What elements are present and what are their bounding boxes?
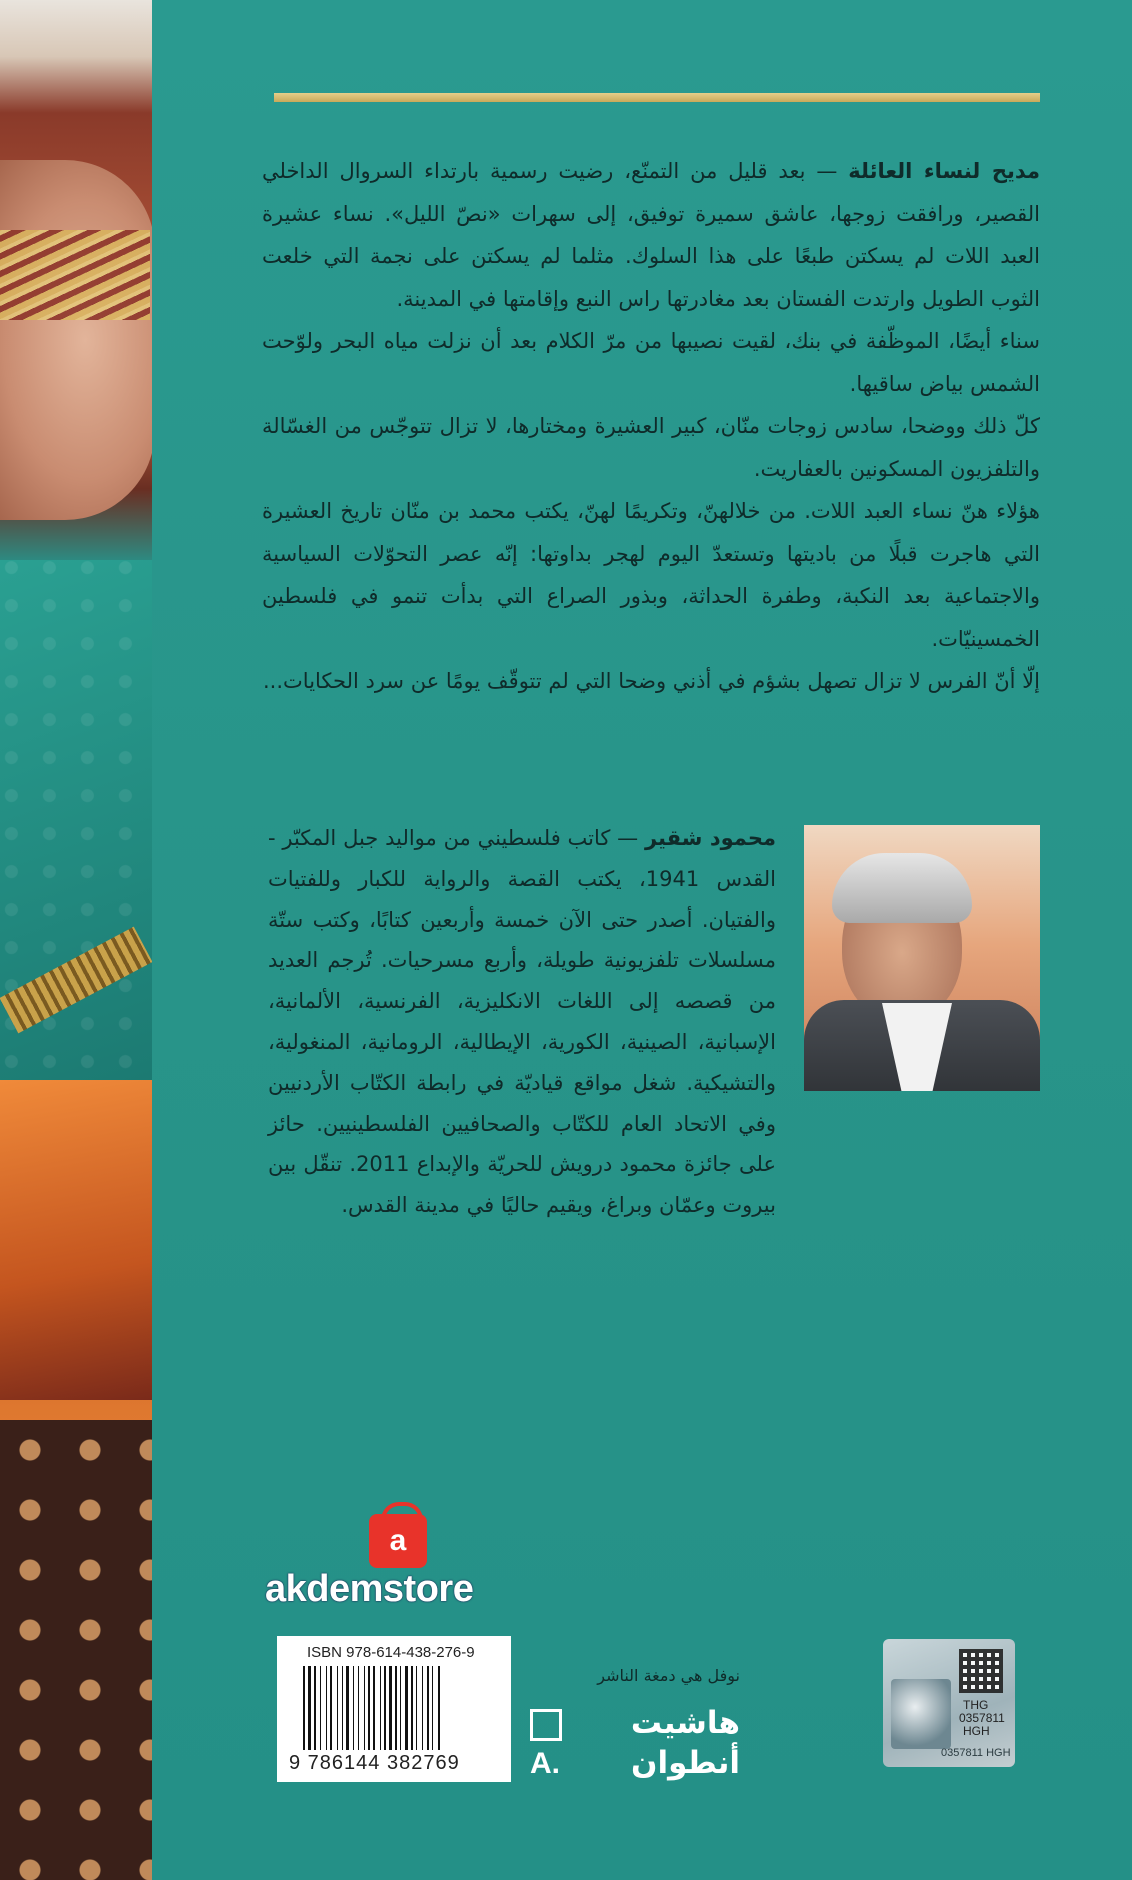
barcode-bar	[416, 1666, 417, 1750]
gold-divider	[274, 93, 1040, 102]
barcode-bar	[308, 1666, 311, 1750]
photo-orange-fabric	[0, 1080, 152, 1400]
sticker-code-2: 0357811	[959, 1711, 1005, 1725]
blurb-paragraph-5: إلّا أنّ الفرس لا تزال تصهل بشؤم في أذني وضحا التي لم تتوقّف يومًا عن سرد الحكايات...	[263, 669, 1040, 693]
barcode-bar	[373, 1666, 375, 1750]
author-bio-text: كاتب فلسطيني من مواليد جبل المكبّر - القدس 1941، يكتب القصة والرواية للكبار وللفتيات والفتيان. أصدر حتى الآن خمسة وأربعين كتابًا، وكتب ستّة مسلسلات تلفزيونية طويلة، وأربع مسرحيات. تُرجم العديد من قصصه إلى اللغات الانكليزية، الفرنسية، الألمانية، الإسبانية، الصينية، الكورية، الإيطالية، الرومانية، المنغولية، والتشيكية. شغل مواقع قياديّة في رابطة الكتّاب الأردنيين وفي الاتحاد العام للكتّاب والصحافيين الفلسطينيين. حائز على جائزة محمود درويش للحريّة والإبداع 2011. تنقّل بين بيروت وعمّان وبراغ، ويقيم حاليًا في مدينة القدس.	[268, 826, 777, 1218]
book-blurb	[262, 150, 1040, 703]
publisher-name-line1: هاشيت	[630, 1705, 740, 1741]
barcode-bar	[326, 1666, 327, 1750]
barcode-bar	[346, 1666, 349, 1750]
blurb-paragraph-4: هؤلاء هنّ نساء العبد اللات. من خلالهنّ، وتكريمًا لهنّ، يكتب محمد بن منّان تاريخ العشيرة التي هاجرت قبلًا من باديتها وتستعدّ اليوم لهجر بداوتها: إنّه عصر التحوّلات السياسية والاجتماعية بعد النكبة، وطفرة الحداثة، وبذور الصراع التي بدأت تنمو في فلسطين الخمسينيّات.	[262, 499, 1040, 651]
barcode-bar	[364, 1666, 365, 1750]
barcode-bar	[405, 1666, 408, 1750]
store-logo	[265, 1514, 533, 1614]
isbn-barcode	[277, 1636, 511, 1782]
author-name: محمود شقير	[644, 826, 776, 850]
author-photo	[804, 825, 1040, 1091]
publisher-letter: A.	[530, 1747, 560, 1780]
barcode-bar	[427, 1666, 429, 1750]
blurb-paragraph-1: مديح لنساء العائلة — بعد قليل من التمنّع، رضيت رسمية بارتداء السروال الداخلي القصير، ورافقت زوجها، عاشق سميرة توفيق، إلى سهرات «نصّ الليل». نساء عشيرة العبد اللات لم يسكتن طبعًا على هذا السلوك. مثلما لم يسكتن على نجمة التي خلعت الثوب الطويل وارتدت الفستان بعد مغادرتها راس النبع وإقامتها في المدينة.	[262, 159, 1040, 311]
blurb-text-1: بعد قليل من التمنّع، رضيت رسمية بارتداء السروال الداخلي القصير، ورافقت زوجها، عاشق سميرة توفيق، إلى سهرات «نصّ الليل». نساء عشيرة العبد اللات لم يسكتن طبعًا على هذا السلوك. مثلما لم يسكتن على نجمة التي خلعت الثوب الطويل وارتدت الفستان بعد مغادرتها راس النبع وإقامتها في المدينة.	[262, 159, 1040, 311]
barcode-bar	[400, 1666, 401, 1750]
cover-photo-strip	[0, 0, 152, 1880]
publisher-name-line2: أنطوان	[631, 1745, 740, 1781]
publisher-logo	[530, 1705, 740, 1785]
barcode-bar	[380, 1666, 381, 1750]
author-bio: محمود شقير — كاتب فلسطيني من مواليد جبل المكبّر - القدس 1941، يكتب القصة والرواية للكبار وللفتيات والفتيان. أصدر حتى الآن خمسة وأربعين كتابًا، وكتب ستّة مسلسلات تلفزيونية طويلة، وأربع مسرحيات. تُرجم العديد من قصصه إلى اللغات الانكليزية، الفرنسية، الألمانية، الإسبانية، الصينية، الكورية، الإيطالية، الرومانية، المنغولية، والتشيكية. شغل مواقع قياديّة في رابطة الكتّاب الأردنيين وفي الاتحاد العام للكتّاب والصحافيين الفلسطينيين. حائز على جائزة محمود درويش للحريّة والإبداع 2011. تنقّل بين بيروت وعمّان وبراغ، ويقيم حاليًا في مدينة القدس.	[268, 826, 777, 1218]
barcode-bar	[384, 1666, 386, 1750]
blurb-paragraph-3: كلّ ذلك ووضحا، سادس زوجات منّان، كبير العشيرة ومختارها، لا تزال تتوجّس من الغسّالة والتلفزيون المسكونين بالعفاريت.	[262, 414, 1040, 481]
barcode-bar	[353, 1666, 354, 1750]
hologram-icon	[891, 1679, 951, 1749]
barcode-bar	[411, 1666, 413, 1750]
barcode-bar	[438, 1666, 440, 1750]
store-name: akdemstore	[265, 1568, 474, 1610]
isbn-label: ISBN 978-614-438-276-9	[307, 1644, 475, 1661]
barcode-bar	[337, 1666, 338, 1750]
publisher-square-icon	[530, 1709, 562, 1741]
publisher-tagline: نوفل هي دمغة الناشر	[597, 1666, 740, 1685]
barcode-bar	[314, 1666, 316, 1750]
author-hair	[832, 853, 972, 923]
sticker-code-1: THG	[963, 1698, 989, 1712]
barcode-bar	[342, 1666, 343, 1750]
barcode-number: 9 786144 382769	[289, 1752, 460, 1774]
photo-bangles	[0, 230, 150, 320]
barcode-bar	[330, 1666, 332, 1750]
barcode-bar	[358, 1666, 359, 1750]
photo-embroidery	[0, 1420, 152, 1880]
barcode-bar	[389, 1666, 392, 1750]
security-sticker	[883, 1639, 1015, 1767]
blurb-paragraph-2: سناء أيضًا، الموظّفة في بنك، لقيت نصيبها من مرّ الكلام بعد أن نزلت مياه البحر ولوّحت الشمس بياض ساقيها.	[262, 329, 1040, 396]
barcode-bar	[368, 1666, 370, 1750]
barcode-bar	[395, 1666, 397, 1750]
qr-code-icon	[959, 1649, 1003, 1693]
shopping-bag-icon: a	[369, 1514, 427, 1568]
photo-arm	[0, 160, 152, 520]
barcode-bar	[432, 1666, 433, 1750]
barcode-bars	[303, 1666, 493, 1750]
sticker-code-4: 0357811 HGH	[941, 1747, 1011, 1759]
sticker-code-3: HGH	[963, 1724, 990, 1738]
barcode-bar	[303, 1666, 305, 1750]
barcode-bar	[422, 1666, 423, 1750]
blurb-title: مديح لنساء العائلة	[848, 159, 1040, 183]
barcode-bar	[320, 1666, 321, 1750]
